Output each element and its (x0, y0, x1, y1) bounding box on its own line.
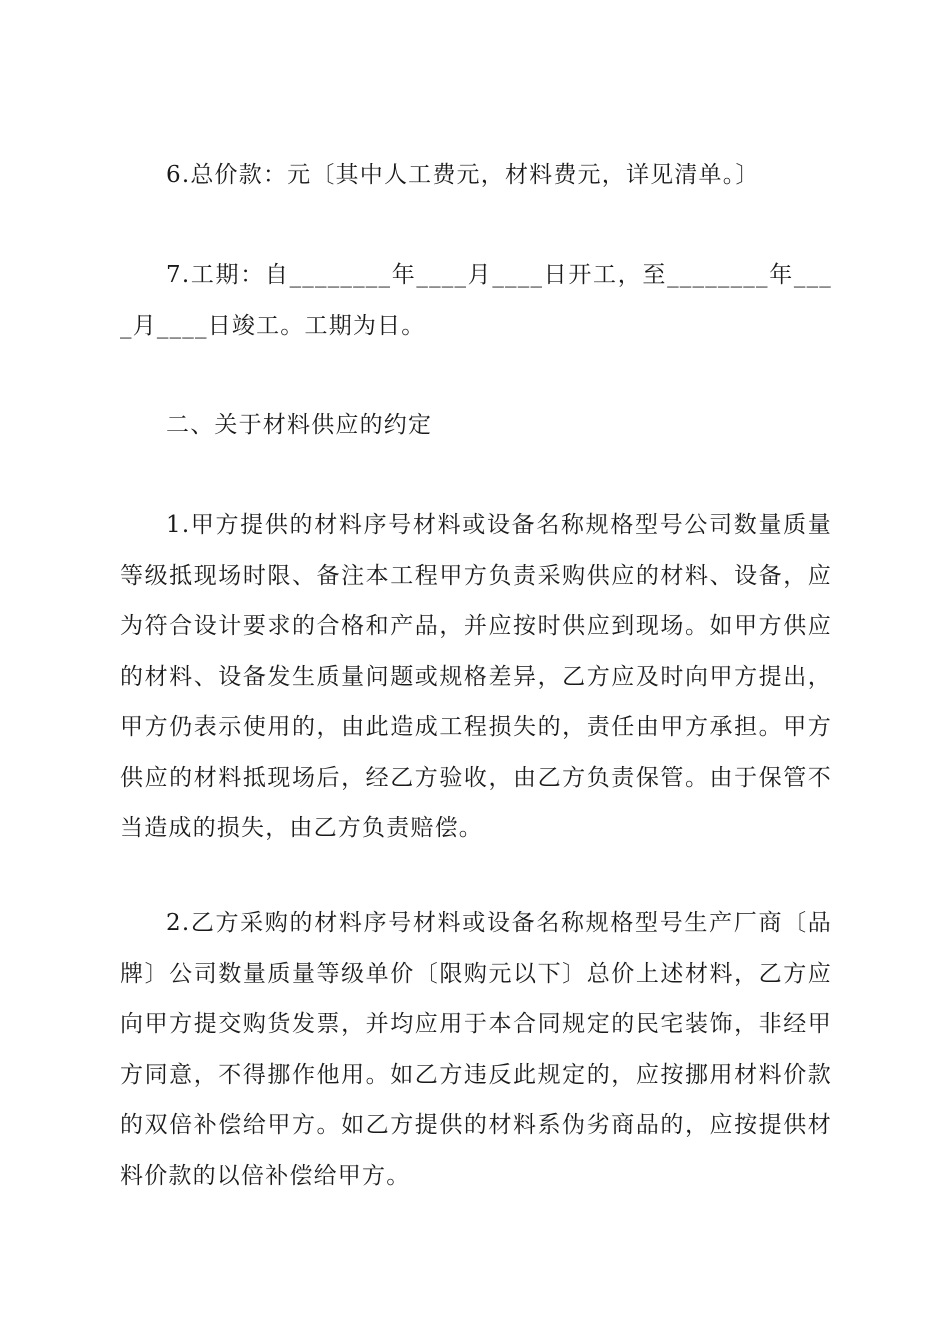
clause-total-price: 6.总价款：元〔其中人工费元，材料费元，详见清单。〕 (166, 162, 760, 188)
section-heading-material-supply: 二、关于材料供应的约定 (166, 412, 433, 438)
clause-construction-period: 7.工期：自________年____月____日开工，至________年____月____日竣工。工期为日。 (120, 262, 832, 339)
clause-party-a-materials: 1.甲方提供的材料序号材料或设备名称规格型号公司数量质量等级抵现场时限、备注本工程甲方负责采购供应的材料、设备，应为符合设计要求的合格和产品，并应按时供应到现场。如甲方供应的材料、设备发生质量问题或规格差异，乙方应及时向甲方提出，甲方仍表示使用的，由此造成工程损失的，责任由甲方承担。甲方供应的材料抵现场后，经乙方验收，由乙方负责保管。由于保管不当造成的损失，由乙方负责赔偿。 (120, 512, 832, 841)
clause-party-b-materials: 2.乙方采购的材料序号材料或设备名称规格型号生产厂商〔品牌〕公司数量质量等级单价〔限购元以下〕总价上述材料，乙方应向甲方提交购货发票，并均应用于本合同规定的民宅装饰，非经甲方同意，不得挪作他用。如乙方违反此规定的，应按挪用材料价款的双倍补偿给甲方。如乙方提供的材料系伪劣商品的，应按提供材料价款的以倍补偿给甲方。 (120, 910, 832, 1189)
